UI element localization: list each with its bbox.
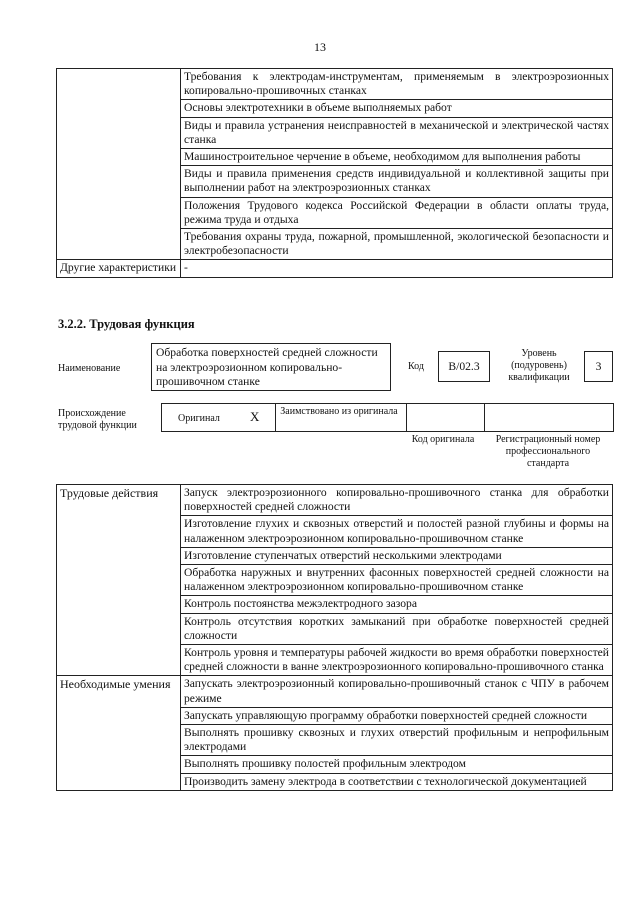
table-row: Основы электротехники в объеме выполняемых работ	[181, 100, 613, 117]
table-row: Контроль отсутствия коротких замыканий при обработке поверхностей средней сложности	[181, 613, 613, 644]
code-original-label: Код оригинала	[411, 434, 475, 445]
borrowed-label: Заимствовано из оригинала	[280, 406, 398, 417]
origin-box	[161, 403, 614, 432]
table-row: Запуск электроэрозионного копировально-прошивочного станка для обработки поверхностей средней сложности	[181, 485, 613, 516]
actions-table	[56, 484, 613, 791]
origin-label: Происхождение трудовой функции	[58, 408, 137, 431]
table-row: Положения Трудового кодекса Российской Федерации в области оплаты труда, режима труда и отдыха	[181, 197, 613, 228]
divider	[406, 404, 407, 431]
table-row: Обработка наружных и внутренних фасонных поверхностей средней сложности на налаженном электроэрозионном копировально-прошивочном станке	[181, 565, 613, 596]
other-characteristics-value: -	[181, 260, 613, 277]
table-row: Виды и правила применения средств индивидуальной и коллективной защиты при выполнении работ на электроэрозионных станках	[181, 166, 613, 197]
section-heading: 3.2.2. Трудовая функция	[58, 317, 195, 331]
knowledge-table	[56, 68, 613, 278]
actions-label: Трудовые действия	[57, 485, 181, 676]
table-row: Требования к электродам-инструментам, применяемым в электроэрозионных копировально-прошивочных станках	[181, 69, 613, 100]
knowledge-label-cell	[57, 69, 181, 260]
level-label: Уровень (подуровень) квалификации	[508, 348, 570, 383]
divider	[275, 404, 276, 431]
table-row: Изготовление глухих и сквозных отверстий и полостей разной глубины и формы на налаженном электроэрозионном копировально-прошивочном станке	[181, 516, 613, 547]
table-row: Контроль уровня и температуры рабочей жидкости во время обработки поверхностей средней сложности в ванне электроэрозионного копировально-прошивочного станка	[181, 645, 613, 676]
table-row: Выполнять прошивку сквозных и глухих отверстий профильным и непрофильным электродами	[181, 725, 613, 756]
table-row: Машиностроительное черчение в объеме, необходимом для выполнения работы	[181, 149, 613, 166]
divider	[484, 404, 485, 431]
code-value-box: B/02.3	[438, 351, 490, 382]
page-number: 13	[314, 40, 326, 54]
table-row: Виды и правила устранения неисправностей в механической и электрической частях станка	[181, 117, 613, 148]
table-row: Изготовление ступенчатых отверстий несколькими электродами	[181, 547, 613, 564]
table-row: Запускать управляющую программу обработки поверхностей средней сложности	[181, 707, 613, 724]
code-label: Код	[408, 361, 424, 372]
level-value-box: 3	[584, 351, 613, 382]
table-row: Производить замену электрода в соответствии с технологической документацией	[181, 773, 613, 790]
table-row: Выполнять прошивку полостей профильным электродом	[181, 756, 613, 773]
original-label: Оригинал	[178, 413, 220, 424]
table-row: Запускать электроэрозионный копировально-прошивочный станок с ЧПУ в рабочем режиме	[181, 676, 613, 707]
table-row: Требования охраны труда, пожарной, промышленной, экологической безопасности и электробезопасности	[181, 229, 613, 260]
reg-number-label: Регистрационный номер профессионального стандарта	[495, 434, 601, 469]
skills-label: Необходимые умения	[57, 676, 181, 790]
original-mark: X	[250, 409, 260, 424]
other-characteristics-label: Другие характеристики	[57, 260, 181, 277]
table-row: Контроль постоянства межэлектродного зазора	[181, 596, 613, 613]
name-label: Наименование	[58, 363, 121, 374]
function-name-box: Обработка поверхностей средней сложности на электроэрозионном копировально-прошивочном станке	[151, 343, 391, 391]
